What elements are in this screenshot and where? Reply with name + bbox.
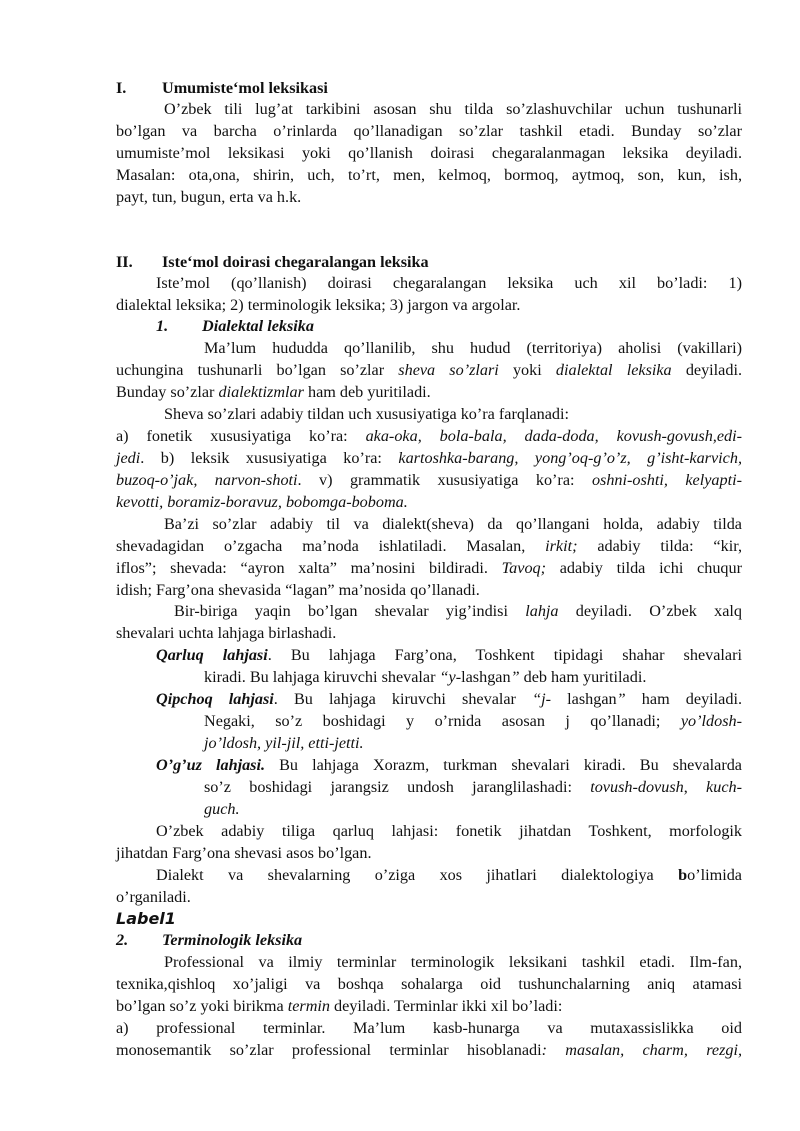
section-2-number: II. bbox=[116, 253, 133, 271]
paragraph-line: shevalari uchta lahjaga birlashadi. bbox=[116, 624, 337, 642]
paragraph-line: bo’lgan so’z yoki birikma termin deyiladi. Terminlar ikki xil bo’ladi: bbox=[116, 997, 563, 1015]
paragraph-line: monosemantik so’zlar professional terminlar hisoblanadi: masalan, charm, rezgi, bbox=[116, 1041, 743, 1059]
paragraph-line: buzoq-o’jak, narvon-shoti. v) grammatik xususiyatiga ko’ra: oshni-oshti, kelyapti- bbox=[116, 471, 742, 489]
paragraph-line: shevadagidan o’zgacha ma’noda ishlatiladi. Masalan, irkit; adabiy tilda: “kir, bbox=[116, 537, 743, 555]
paragraph-line: payt, tun, bugun, erta va h.k. bbox=[116, 188, 302, 206]
oguz-line: guch. bbox=[204, 800, 240, 818]
subsection-1-heading bbox=[156, 316, 742, 338]
paragraph-line: O’zbek adabiy tiliga qarluq lahjasi: fonetik jihatdan Toshkent, morfologik bbox=[156, 822, 742, 840]
label-marker: Label1 bbox=[116, 909, 176, 928]
section-1-title: Umumiste‘mol leksikasi bbox=[162, 79, 328, 97]
paragraph-line: O’zbek tili lug’at tarkibini asosan shu tilda so’zlashuvchilar uchun tushunarli bbox=[164, 100, 742, 118]
subsection-1-title: Dialektal leksika bbox=[202, 317, 314, 335]
section-1-number: I. bbox=[116, 79, 127, 97]
paragraph-line: dialektal leksika; 2) terminologik leksika; 3) jargon va argolar. bbox=[116, 296, 521, 314]
oguz-line: O’g’uz lahjasi. Bu lahjaga Xorazm, turkman shevalari kiradi. Bu shevalarda bbox=[156, 756, 742, 774]
subsection-2-heading bbox=[116, 930, 742, 952]
qipchoq-line: Qipchoq lahjasi. Bu lahjaga kiruvchi shevalar “j- lashgan” ham deyiladi. bbox=[156, 690, 743, 708]
paragraph-line: Ba’zi so’zlar adabiy til va dialekt(sheva) da qo’llangani holda, adabiy tilda bbox=[164, 515, 742, 533]
qarluq-line: kiradi. Bu lahjaga kiruvchi shevalar “y-lashgan” deb ham yuritiladi. bbox=[204, 668, 647, 686]
paragraph-line: Sheva so’zlari adabiy tildan uch xususiyatiga ko’ra farqlanadi: bbox=[164, 405, 570, 423]
subsection-1-number: 1. bbox=[156, 317, 169, 335]
qipchoq-line: jo’ldosh, yil-jil, etti-jetti. bbox=[204, 734, 364, 752]
section-2-title: Iste‘mol doirasi chegaralangan leksika bbox=[162, 253, 429, 271]
qarluq-line: Qarluq lahjasi. Bu lahjaga Farg’ona, Toshkent tipidagi shahar shevalari bbox=[156, 646, 742, 664]
paragraph-line: Bunday so’zlar dialektizmlar ham deb yuritiladi. bbox=[116, 383, 431, 401]
qipchoq-line: Negaki, so’z boshidagi y o’rnida asosan j qo’llanadi; yo’ldosh- bbox=[204, 712, 742, 730]
section-1-heading bbox=[116, 78, 742, 100]
subsection-2-number: 2. bbox=[116, 931, 129, 949]
oguz-line: so’z boshidagi jarangsiz undosh jaranglilashadi: tovush-dovush, kuch- bbox=[204, 778, 742, 796]
paragraph-line: idish; Farg’ona shevasida “lagan” ma’nosida qo’llanadi. bbox=[116, 581, 480, 599]
paragraph-line: jedi. b) leksik xususiyatiga ko’ra: kartoshka-barang, yong’oq-g’o’z, g’isht-karvich, bbox=[116, 449, 742, 467]
paragraph-line: o’rganiladi. bbox=[116, 888, 191, 906]
paragraph-line: Iste’mol (qo’llanish) doirasi chegaralangan leksika uch xil bo’ladi: 1) bbox=[156, 274, 742, 292]
paragraph-line: texnika,qishloq xo’jaligi va boshqa sohalarga oid tushunchalarning aniq atamasi bbox=[116, 975, 742, 993]
paragraph-line: Bir-biriga yaqin bo’lgan shevalar yig’indisi lahja deyiladi. O’zbek xalq bbox=[174, 602, 743, 620]
subsection-2-title: Terminologik leksika bbox=[162, 931, 303, 949]
paragraph-line: kevotti, boramiz-boravuz, bobomga-boboma. bbox=[116, 493, 408, 511]
paragraph-line: Professional va ilmiy terminlar terminologik leksikani tashkil etadi. Ilm-fan, bbox=[164, 953, 742, 971]
paragraph-line: bo’lgan va barcha o’rinlarda qo’llanadigan so’zlar tashkil etadi. Bunday so’zlar bbox=[116, 122, 742, 140]
paragraph-line: Masalan: ota,ona, shirin, uch, to’rt, men, kelmoq, bormoq, aytmoq, son, kun, ish, bbox=[116, 166, 742, 184]
paragraph-line: jihatdan Farg’ona shevasi asos bo’lgan. bbox=[116, 844, 372, 862]
paragraph-line: a) fonetik xususiyatiga ko’ra: aka-oka, bola-bala, dada-doda, kovush-govush,edi- bbox=[116, 427, 742, 445]
paragraph-line: umumiste’mol leksikasi yoki qo’llanish doirasi chegaralanmagan leksika deyiladi. bbox=[116, 144, 742, 162]
paragraph-line: iflos”; shevada: “ayron xalta” ma’nosini bildiradi. Tavoq; adabiy tilda ichi chuqur bbox=[116, 559, 742, 577]
section-2-heading bbox=[116, 252, 742, 274]
paragraph-line: a) professional terminlar. Ma’lum kasb-hunarga va mutaxassislikka oid bbox=[116, 1019, 742, 1037]
paragraph-line: uchungina tushunarli bo’lgan so’zlar sheva so’zlari yoki dialektal leksika deyiladi. bbox=[116, 361, 743, 379]
paragraph-line: Dialekt va shevalarning o’ziga xos jihatlari dialektologiya bo’limida bbox=[156, 866, 742, 884]
paragraph-line: Ma’lum hududda qo’llanilib, shu hudud (territoriya) aholisi (vakillari) bbox=[204, 339, 742, 357]
